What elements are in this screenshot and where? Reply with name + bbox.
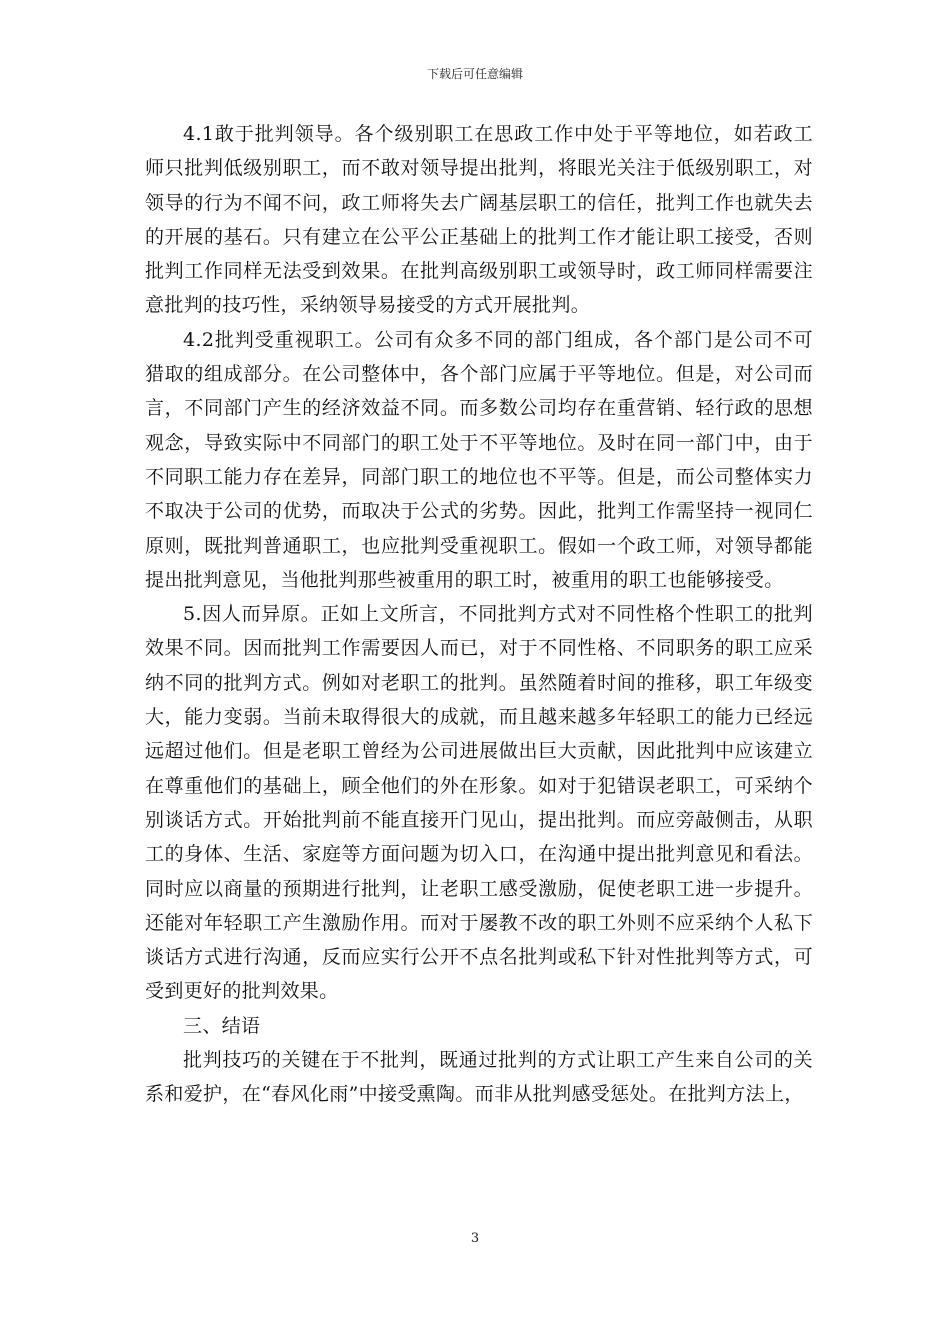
page-header: 下载后可任意编辑	[426, 67, 523, 81]
paragraph-criticize-leaders: 4.1敢于批判领导。各个级别职工在思政工作中处于平等地位，如若政工师只批判低级别职工，而不敢对领导提出批判，将眼光关注于低级别职工，对领导的行为不闻不问，政工师将失去广阔基层职工的信任，批判工作也就失去的开展的基石。只有建立在公平公正基础上的批判工作才能让职工接受，否则批判工作同样无法受到效果。在批判高级别职工或领导时，政工师同样需要注意批判的技巧性，采纳领导易接受的方式开展批判。	[145, 123, 813, 317]
document-body	[145, 117, 813, 1112]
paragraph-individual-approach: 5.因人而异原。正如上文所言，不同批判方式对不同性格个性职工的批判效果不同。因而批判工作需要因人而已，对于不同性格、不同职务的职工应采纳不同的批判方式。例如对老职工的批判。虽然随着时间的推移，职工年级变大，能力变弱。当前未取得很大的成就，而且越来越多年轻职工的能力已经远远超过他们。但是老职工曾经为公司进展做出巨大贡献，因此批判中应该建立在尊重他们的基础上，顾全他们的外在形象。如对于犯错误老职工，可采纳个别谈话方式。开始批判前不能直接开门见山，提出批判。而应旁敲侧击，从职工的身体、生活、家庭等方面问题为切入口，在沟通中提出批判意见和看法。同时应以商量的预期进行批判，让老职工感受激励，促使老职工进一步提升。还能对年轻职工产生激励作用。而对于屡教不改的职工外则不应采纳个人私下谈话方式进行沟通，反而应实行公开不点名批判或私下针对性批判等方式，可受到更好的批判效果。	[145, 603, 813, 1003]
section-heading-conclusion: 三、结语	[183, 1014, 261, 1037]
page-number: 3	[470, 1231, 480, 1246]
paragraph-conclusion: 批判技巧的关键在于不批判，既通过批判的方式让职工产生来自公司的关系和爱护，在“春风化雨”中接受熏陶。而非从批判感受惩处。在批判方法上，	[145, 1049, 813, 1106]
paragraph-criticize-valued-staff: 4.2批判受重视职工。公司有众多不同的部门组成，各个部门是公司不可猎取的组成部分。在公司整体中，各个部门应属于平等地位。但是，对公司而言，不同部门产生的经济效益不同。而多数公司均存在重营销、轻行政的思想观念，导致实际中不同部门的职工处于不平等地位。及时在同一部门中，由于不同职工能力存在差异，同部门职工的地位也不平等。但是，而公司整体实力不取决于公司的优势，而取决于公式的劣势。因此，批判工作需坚持一视同仁原则，既批判普通职工，也应批判受重视职工。假如一个政工师，对领导都能提出批判意见，当他批判那些被重用的职工时，被重用的职工也能够接受。	[145, 328, 813, 591]
